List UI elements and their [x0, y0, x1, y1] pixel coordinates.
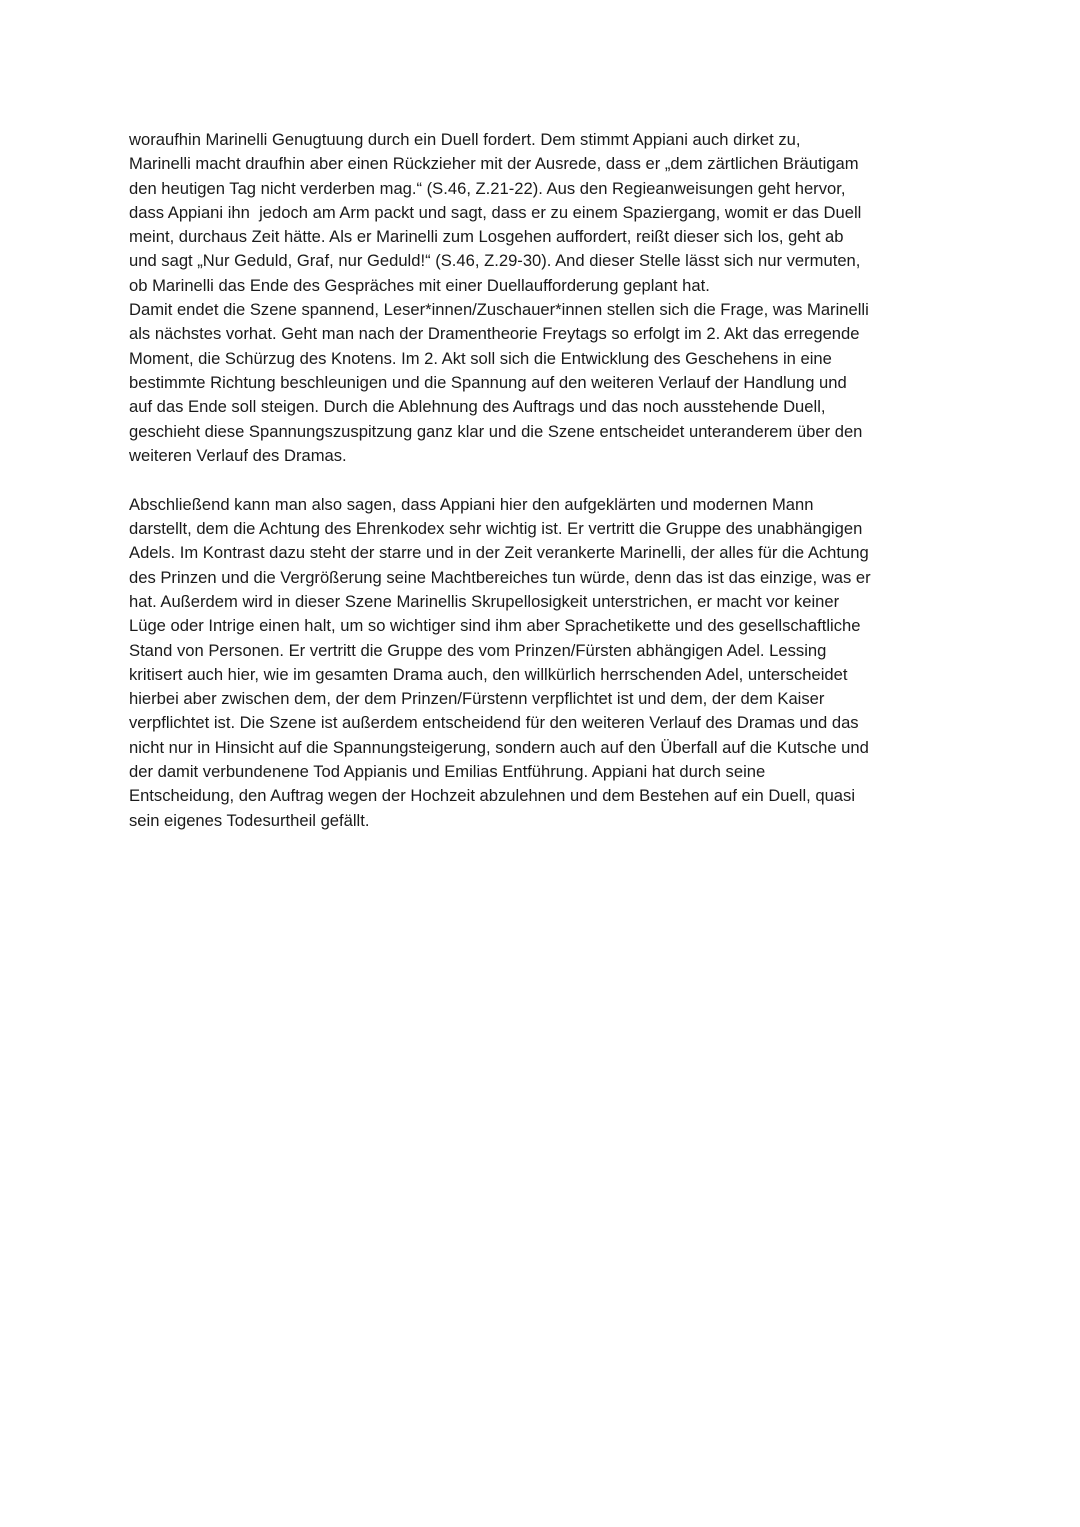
paragraph-1 — [129, 128, 959, 468]
text-line: Adels. Im Kontrast dazu steht der starre und in der Zeit verankerte Marinelli, der alles für die Achtung — [129, 543, 869, 563]
text-line: den heutigen Tag nicht verderben mag.“ (S.46, Z.21-22). Aus den Regieanweisungen geht hervor, — [129, 178, 846, 198]
text-line: Marinelli macht draufhin aber einen Rückzieher mit der Ausrede, dass er „dem zärtlichen Bräutigam — [129, 154, 859, 174]
paragraph-gap — [129, 468, 959, 493]
text-line: bestimmte Richtung beschleunigen und die Spannung auf den weiteren Verlauf der Handlung und — [129, 372, 847, 392]
text-line: als nächstes vorhat. Geht man nach der Dramentheorie Freytags so erfolgt im 2. Akt das erregende — [129, 324, 860, 344]
text-line: ob Marinelli das Ende des Gespräches mit einer Duellaufforderung geplant hat. — [129, 275, 710, 295]
text-line: darstellt, dem die Achtung des Ehrenkodex sehr wichtig ist. Er vertritt die Gruppe des unabhängigen — [129, 519, 863, 539]
text-line: kritisert auch hier, wie im gesamten Drama auch, den willkürlich herrschenden Adel, unterscheidet — [129, 664, 848, 684]
text-line: Stand von Personen. Er vertritt die Gruppe des vom Prinzen/Fürsten abhängigen Adel. Lessing — [129, 640, 827, 660]
text-line: Entscheidung, den Auftrag wegen der Hochzeit abzulehnen und dem Bestehen auf ein Duell, quasi — [129, 786, 856, 806]
text-line: und sagt „Nur Geduld, Graf, nur Geduld!“ (S.46, Z.29-30). And dieser Stelle lässt sich nur vermuten, — [129, 251, 861, 271]
text-line: des Prinzen und die Vergrößerung seine Machtbereiches tun würde, denn das ist das einzige, was er — [129, 567, 871, 587]
text-line: Damit endet die Szene spannend, Leser*innen/Zuschauer*innen stellen sich die Frage, was Marinelli — [129, 300, 869, 320]
text-line: weiteren Verlauf des Dramas. — [129, 445, 347, 465]
text-line: meint, durchaus Zeit hätte. Als er Marinelli zum Losgehen auffordert, reißt dieser sich los, geht ab — [129, 227, 844, 247]
text-line: verpflichtet ist. Die Szene ist außerdem entscheidend für den weiteren Verlauf des Dramas und das — [129, 713, 859, 733]
text-line: Moment, die Schürzug des Knotens. Im 2. Akt soll sich die Entwicklung des Geschehens in eine — [129, 348, 832, 368]
document-body — [129, 128, 959, 833]
text-line: nicht nur in Hinsicht auf die Spannungsteigerung, sondern auch auf den Überfall auf die Kutsche und — [129, 737, 869, 757]
text-line: Lüge oder Intrige einen halt, um so wichtiger sind ihm aber Sprachetikette und des gesellschaftliche — [129, 616, 861, 636]
text-line: geschieht diese Spannungszuspitzung ganz klar und die Szene entscheidet unteranderem über den — [129, 421, 863, 441]
text-line: hierbei aber zwischen dem, der dem Prinzen/Fürstenn verpflichtet ist und dem, der dem Kaiser — [129, 689, 825, 709]
paragraph-2 — [129, 493, 959, 833]
text-line: woraufhin Marinelli Genugtuung durch ein Duell fordert. Dem stimmt Appiani auch dirket zu, — [129, 130, 801, 149]
text-line: der damit verbundenene Tod Appianis und Emilias Entführung. Appiani hat durch seine — [129, 762, 766, 782]
text-line: hat. Außerdem wird in dieser Szene Marinellis Skrupellosigkeit unterstrichen, er macht vor keiner — [129, 591, 840, 611]
text-line: Abschließend kann man also sagen, dass Appiani hier den aufgeklärten und modernen Mann — [129, 494, 814, 514]
text-line: auf das Ende soll steigen. Durch die Ablehnung des Auftrags und das noch ausstehende Duell, — [129, 397, 826, 417]
text-line: dass Appiani ihn jedoch am Arm packt und sagt, dass er zu einem Spaziergang, womit er das Duell — [129, 202, 862, 222]
text-line: sein eigenes Todesurtheil gefällt. — [129, 810, 370, 830]
